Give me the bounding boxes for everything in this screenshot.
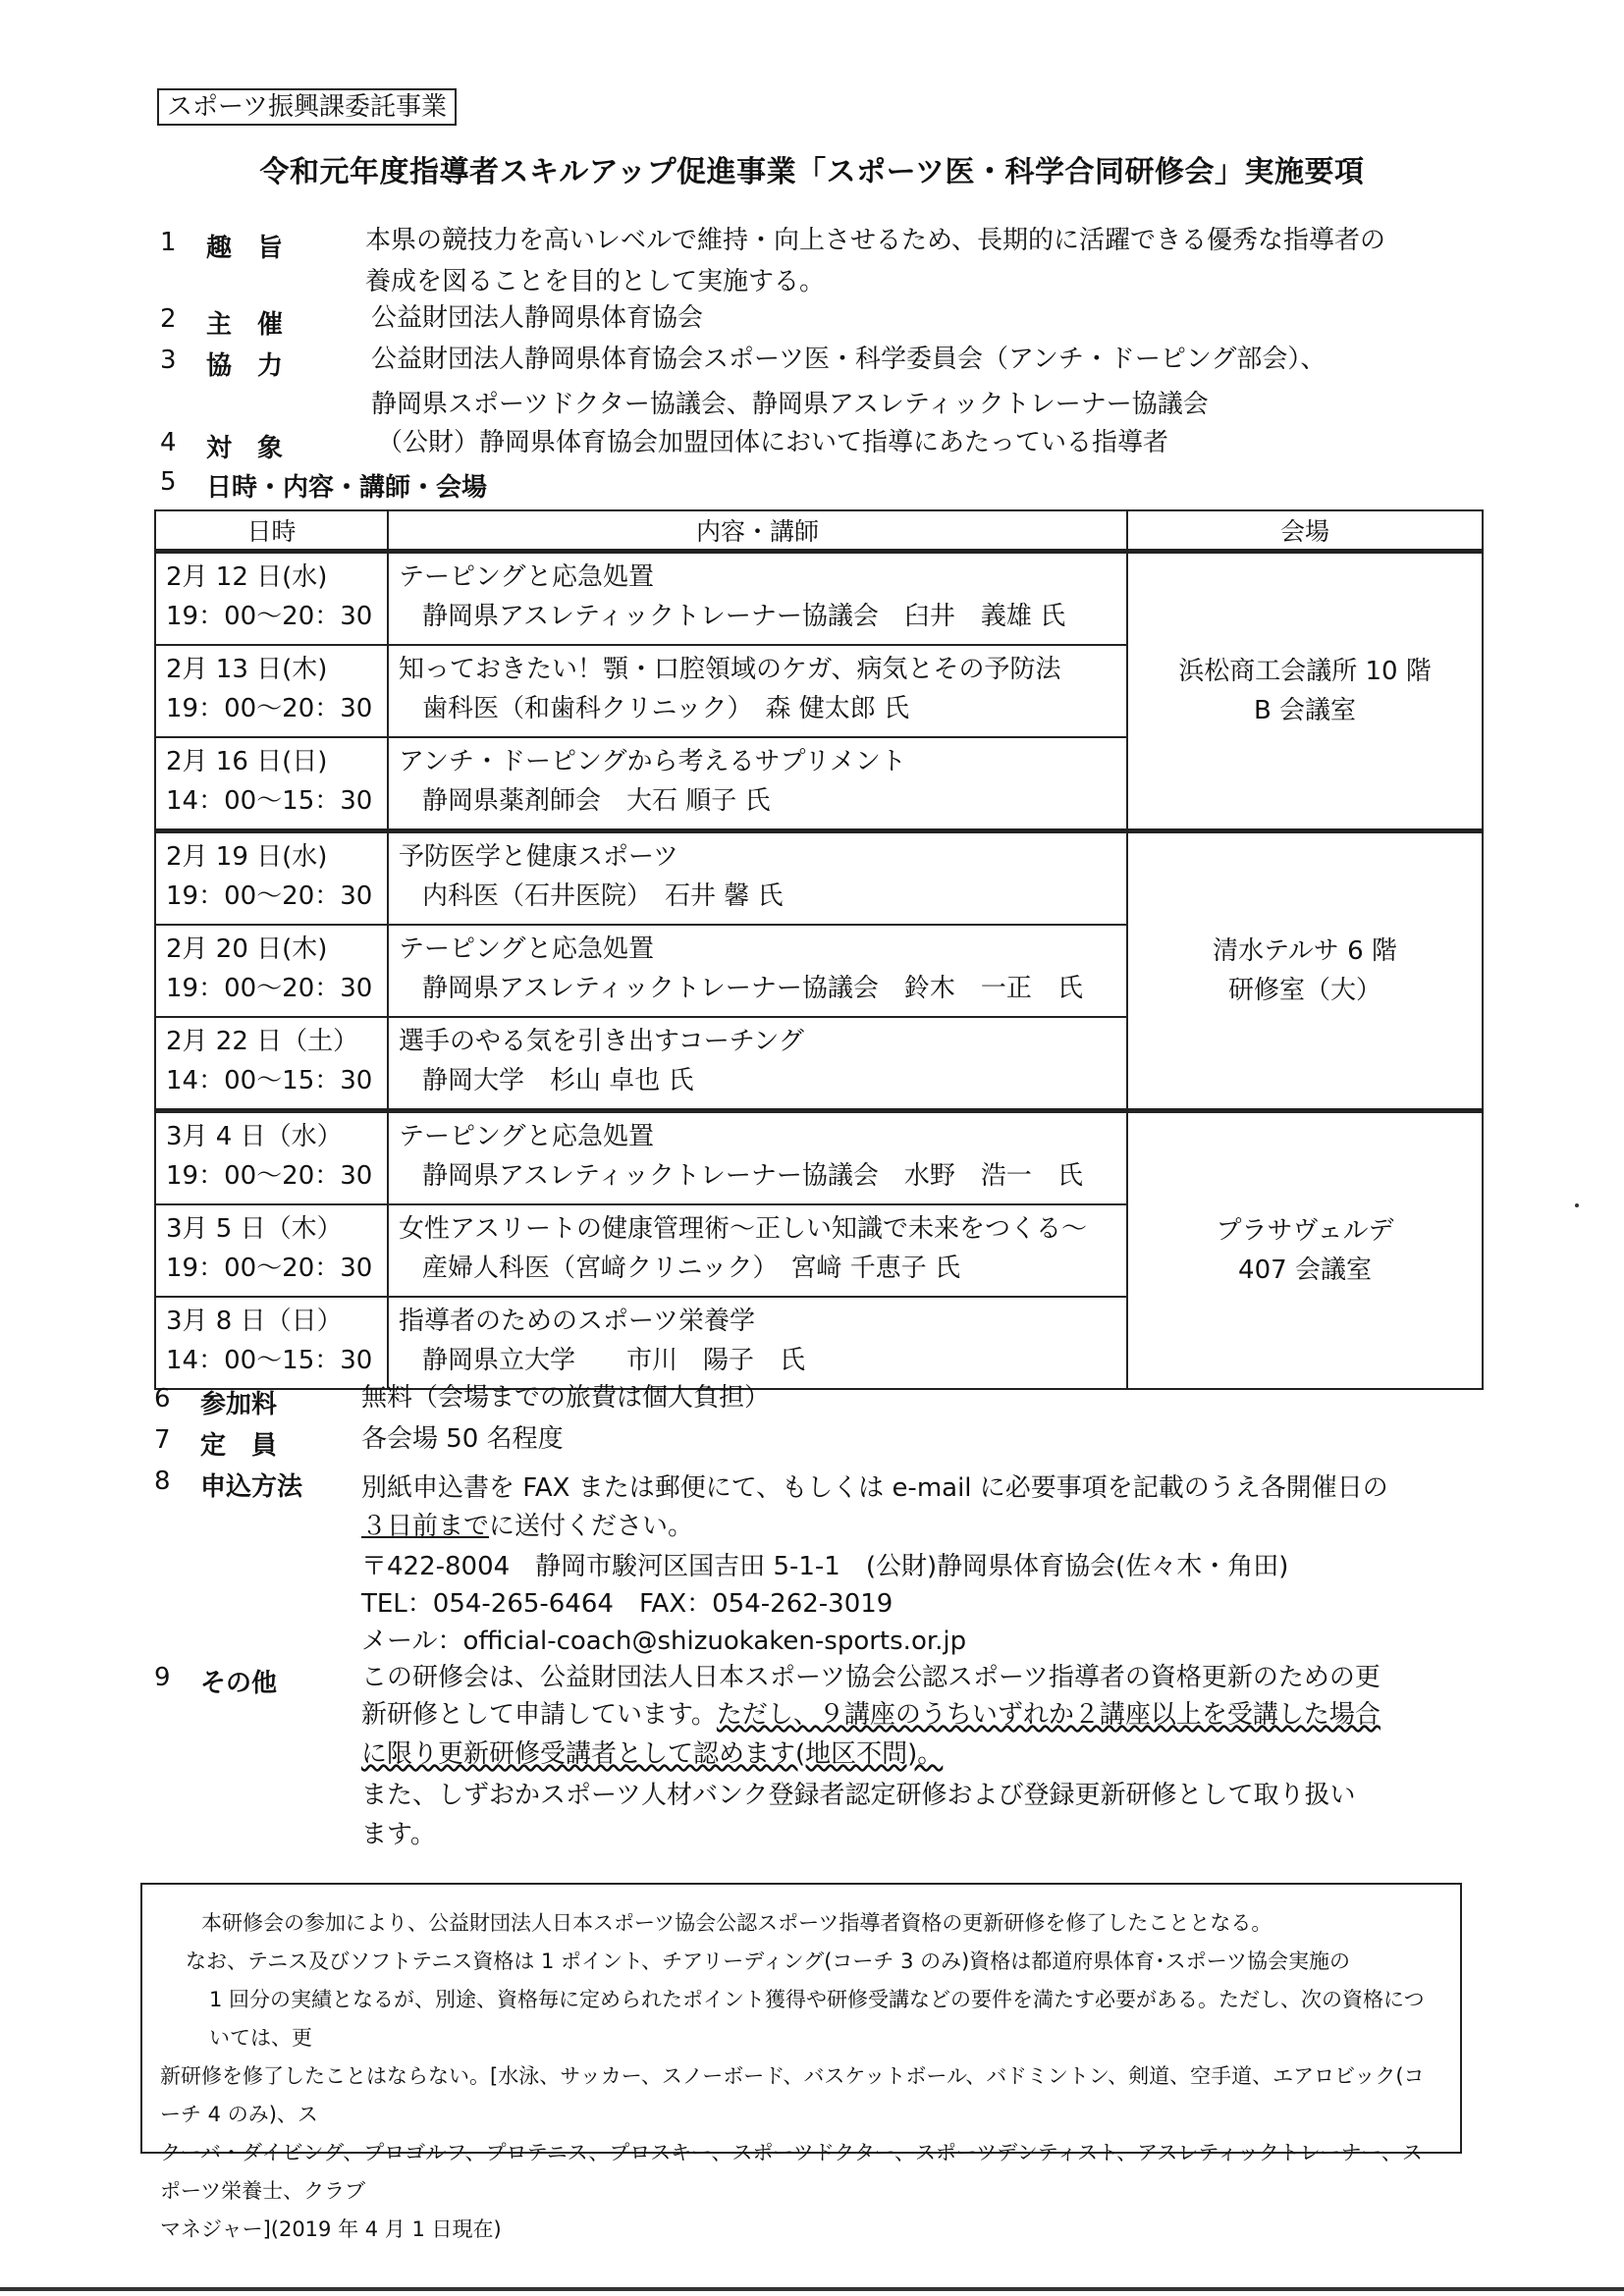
section-7-line-1: 各会場 50 名程度 [361, 1424, 564, 1454]
section-3-line-1: 公益財団法人静岡県体育協会スポーツ医・科学委員会（アンチ・ドーピング部会）、 [371, 345, 1326, 374]
section-9-condition: ただし、９講座のうちいずれか２講座以上を受講した場合 [716, 1700, 1380, 1730]
row-topic: 選手のやる気を引き出すコーチング [399, 1027, 804, 1056]
section-9-label: その他 [200, 1669, 278, 1698]
section-3-line-2: 静岡県スポーツドクター協議会、静岡県アスレティックトレーナー協議会 [371, 390, 1209, 419]
scan-speck [1575, 1203, 1579, 1207]
row-date: 2月 13 日(木) [166, 655, 328, 684]
row-lecturer: 静岡県薬剤師会 大石 順子 氏 [422, 786, 771, 816]
schedule-table [154, 509, 1484, 1390]
section-9-line-3: に限り更新研修受講者として認めます(地区不問)。 [361, 1739, 944, 1769]
row-date: 2月 20 日(木) [166, 934, 328, 964]
row-lecturer: 静岡県アスレティックトレーナー協議会 水野 浩一 氏 [422, 1161, 1083, 1191]
note-line-6: マネジャー](2019 年 4 月 1 日現在) [160, 2217, 502, 2241]
section-8-line-2 [361, 1508, 693, 1545]
row-lecturer: 静岡大学 杉山 卓也 氏 [422, 1066, 694, 1095]
contact-email: メール：official-coach@shizuokaken-sports.or.jp [361, 1627, 967, 1656]
section-4-line-1: （公財）静岡県体育協会加盟団体において指導にあたっている指導者 [377, 428, 1169, 457]
row-topic: 指導者のためのスポーツ栄養学 [399, 1307, 755, 1336]
section-4-label: 対 象 [206, 434, 284, 463]
section-9-line-2a: 新研修として申請しています。 [361, 1700, 717, 1730]
section-1-line-1: 本県の競技力を高いレベルで維持・向上させるため、長期的に活躍できる優秀な指導者の [365, 226, 1385, 255]
row-date: 2月 22 日（土） [166, 1027, 359, 1056]
section-8-line-1: 別紙申込書を FAX または郵便にて、もしくは e-mail に必要事項を記載のうえ各開催日の [361, 1473, 1388, 1503]
section-2-number: 2 [160, 304, 177, 334]
section-1-number: 1 [160, 228, 177, 257]
row-lecturer: 静岡県アスレティックトレーナー協議会 臼井 義雄 氏 [422, 602, 1066, 631]
row-time: 19：00～20：30 [166, 694, 373, 723]
contact-tel-fax: TEL：054-265-6464 FAX：054-262-3019 [361, 1589, 893, 1619]
row-time: 19：00～20：30 [166, 974, 373, 1003]
section-7-label: 定 員 [200, 1431, 278, 1461]
row-time: 19：00～20：30 [166, 881, 373, 911]
row-time: 19：00～20：30 [166, 602, 373, 631]
row-topic: テーピングと応急処置 [399, 934, 655, 964]
row-topic: 女性アスリートの健康管理術～正しい知識で未来をつくる～ [399, 1214, 1087, 1244]
row-time: 14：00～15：30 [166, 1346, 373, 1375]
row-topic: 知っておきたい！顎・口腔領域のケガ、病気とその予防法 [399, 655, 1061, 684]
header-date: 日時 [155, 510, 388, 552]
deadline-underlined: ３日前まで [361, 1512, 490, 1541]
row-time: 14：00～15：30 [166, 1066, 373, 1095]
header-venue: 会場 [1127, 510, 1483, 552]
section-9-line-4: また、しずおかスポーツ人材バンク登録者認定研修および登録更新研修として取り扱い [361, 1781, 1356, 1810]
row-date: 2月 19 日(水) [166, 842, 328, 872]
table-row [155, 831, 1483, 926]
venue-3-line-1: プラサヴェルデ [1216, 1216, 1394, 1246]
note-box [140, 1883, 1462, 2241]
venue-1-line-2: B 会議室 [1253, 696, 1357, 725]
row-date: 3月 5 日（木） [166, 1214, 343, 1244]
section-8-number: 8 [154, 1467, 171, 1496]
scan-edge-line [0, 2287, 1624, 2291]
section-2-line-1: 公益財団法人静岡県体育協会 [371, 303, 704, 333]
row-date: 3月 8 日（日） [166, 1307, 343, 1336]
header-tag: スポーツ振興課委託事業 [157, 88, 457, 126]
section-8-label: 申込方法 [200, 1472, 303, 1502]
row-time: 19：00～20：30 [166, 1254, 373, 1283]
section-3-label: 協 力 [206, 351, 284, 381]
row-lecturer: 産婦人科医（宮﨑クリニック） 宮﨑 千恵子 氏 [422, 1254, 960, 1283]
section-9-line-2 [361, 1696, 1380, 1734]
row-time: 14：00～15：30 [166, 786, 373, 816]
row-lecturer: 内科医（石井医院） 石井 馨 氏 [422, 881, 784, 911]
section-4-number: 4 [160, 428, 177, 457]
section-7-number: 7 [154, 1425, 171, 1455]
venue-1-line-1: 浜松商工会議所 10 階 [1178, 657, 1432, 686]
section-6-number: 6 [154, 1384, 171, 1414]
table-row [155, 1111, 1483, 1205]
row-lecturer: 歯科医（和歯科クリニック） 森 健太郎 氏 [422, 694, 909, 723]
header-content: 内容・講師 [388, 510, 1127, 552]
contact-address: 〒422-8004 静岡市駿河区国吉田 5-1-1 (公財)静岡県体育協会(佐々木・角田) [361, 1552, 1289, 1581]
table-row [155, 552, 1483, 646]
row-time: 19：00～20：30 [166, 1161, 373, 1191]
section-9-line-1: この研修会は、公益財団法人日本スポーツ協会公認スポーツ指導者の資格更新のための更 [361, 1663, 1380, 1692]
note-line-3: 1 回分の実績となるが、別途、資格毎に定められたポイント獲得や研修受講などの要件を満たす必要がある。ただし、次の資格については、更 [209, 1988, 1425, 2050]
row-date: 2月 12 日(水) [166, 562, 328, 592]
section-6-line-1: 無料（会場までの旅費は個人負担） [361, 1383, 771, 1413]
venue-2-line-1: 清水テルサ 6 階 [1213, 936, 1397, 966]
section-2-label: 主 催 [206, 310, 284, 340]
row-lecturer: 静岡県アスレティックトレーナー協議会 鈴木 一正 氏 [422, 974, 1083, 1003]
section-1-label: 趣 旨 [206, 234, 284, 263]
table-header-row [155, 510, 1483, 552]
row-date: 3月 4 日（水） [166, 1122, 343, 1151]
section-3-number: 3 [160, 346, 177, 375]
row-topic: アンチ・ドーピングから考えるサプリメント [399, 747, 906, 776]
note-line-5: クーバ・ダイビング、プロゴルフ、プロテニス、プロスキー、スポーツドクター、スポーツデンティスト、アスレティックトレーナー、スポーツ栄養士、クラブ [160, 2141, 1423, 2203]
deadline-rest: に送付ください。 [489, 1512, 694, 1541]
note-line-1: 本研修会の参加により、公益財団法人日本スポーツ協会公認スポーツ指導者資格の更新研修を修了したこととなる。 [201, 1911, 1272, 1935]
row-topic: テーピングと応急処置 [399, 1122, 655, 1151]
venue-2-line-2: 研修室（大） [1227, 976, 1381, 1005]
section-1-line-2: 養成を図ることを目的として実施する。 [365, 267, 826, 296]
section-9-number: 9 [154, 1663, 171, 1692]
row-date: 2月 16 日(日) [166, 747, 328, 776]
section-5-label: 日時・内容・講師・会場 [206, 473, 488, 503]
venue-3-line-2: 407 会議室 [1238, 1255, 1372, 1285]
note-line-4: 新研修を修了したことはならない。[水泳、サッカー、スノーボード、バスケットボール、バドミントン、剣道、空手道、エアロビック(コーチ 4 のみ)、ス [160, 2064, 1425, 2126]
row-topic: テーピングと応急処置 [399, 562, 655, 592]
section-5-number: 5 [160, 467, 177, 497]
note-line-2: なお、テニス及びソフトテニス資格は 1 ポイント、チアリーディング(コーチ 3 のみ)資格は都道府県体育･スポーツ協会実施の [186, 1949, 1350, 1973]
section-9-line-5: ます。 [361, 1820, 436, 1849]
page-title: 令和元年度指導者スキルアップ促進事業「スポーツ医・科学合同研修会」実施要項 [259, 155, 1365, 189]
section-6-label: 参加料 [200, 1390, 278, 1419]
row-lecturer: 静岡県立大学 市川 陽子 氏 [422, 1346, 806, 1375]
row-topic: 予防医学と健康スポーツ [399, 842, 678, 872]
